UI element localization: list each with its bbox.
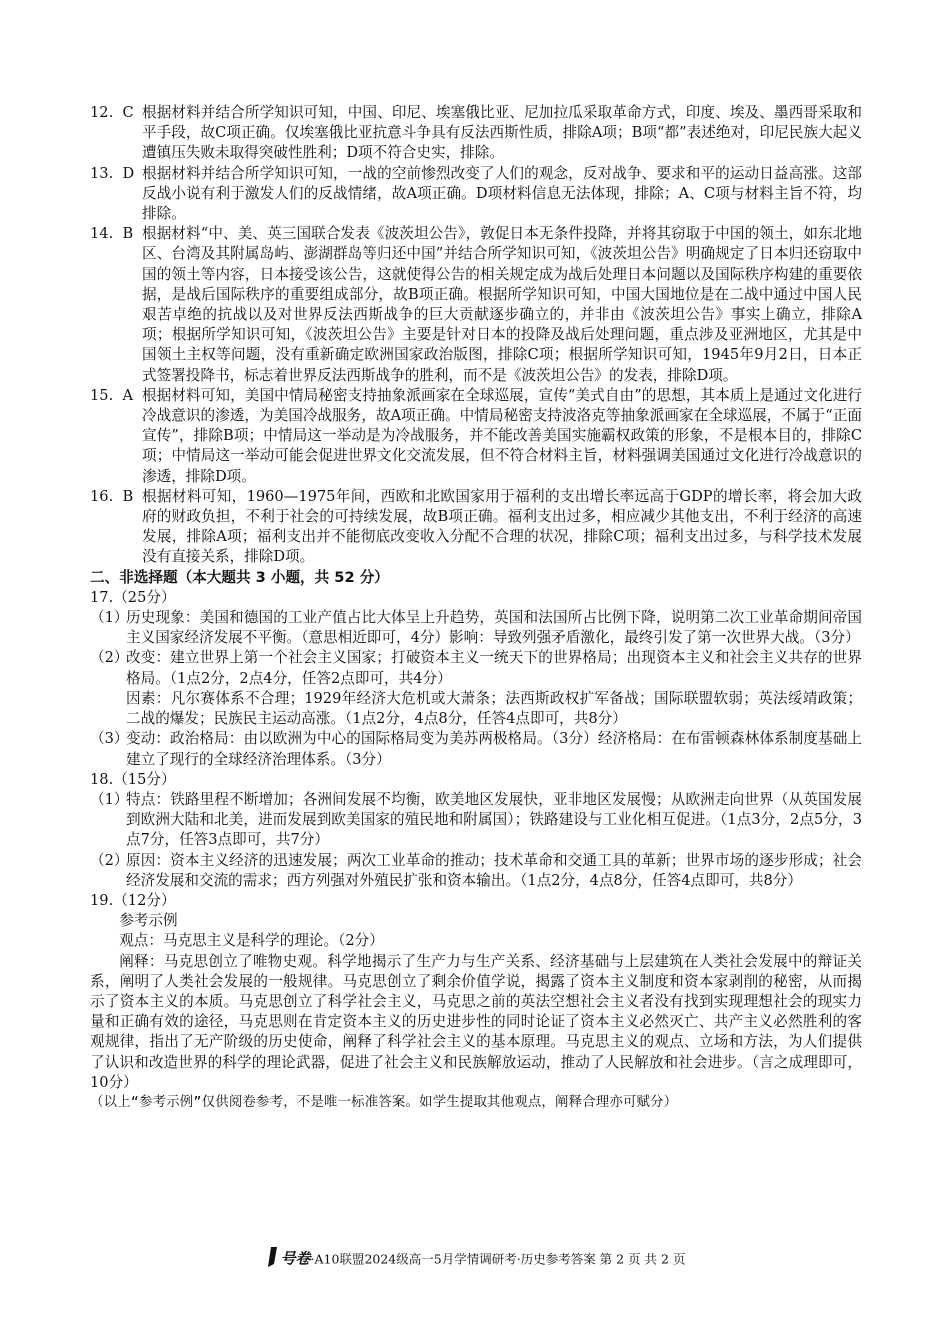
answer-explanation: 根据材料可知，美国中情局秘密支持抽象派画家在全球巡展，宣传“美式自由”的思想，其本质上是通过文化进行冷战意识的渗透，为美国冷战服务，故A项正确。中情局秘密支持波洛克等抽象派画家在全球巡展，不属于“正面宣传”，排除B项；中情局这一举动是为冷战服务，并不能改善美国实施霸权政策的形象，不是根本目的，排除C项；中情局这一举动可能会促进世界文化交流发展，但不符合材料主旨，材料强调美国通过文化进行冷战意识的渗透，排除D项。 [142,386,862,485]
answer-12 [90,103,862,164]
q19-grading-note: （以上“参考示例”仅供阅卷参考，不是唯一标准答案。如学生提取其他观点，阐释合理亦可赋分） [90,1094,678,1110]
q19-heading: 19.（12分） [90,891,176,909]
answer-16 [90,487,862,568]
part-text: 原因：资本主义经济的迅速发展；两次工业革命的推动；技术革命和交通工具的革新；世界市场的逐步形成；社会经济发展和交流的需求；西方列强对外殖民扩张和资本输出。（1点2分，4点8分，任答4点即可，共8分） [126,851,862,889]
answer-explanation: 根据材料并结合所学知识可知，中国、印尼、埃塞俄比亚、尼加拉瓜采取革命方式，印度、埃及、墨西哥采取和平手段，故C项正确。仅埃塞俄比亚抗意斗争具有反法西斯性质，排除A项；B项“都”表述绝对，印尼民族大起义遭镇压失败未取得突破性胜利；D项不符合史实，排除。 [142,104,862,162]
brand-logo [265,1246,279,1274]
answer-explanation: 根据材料并结合所学知识可知，一战的空前惨烈改变了人们的观念，反对战争、要求和平的运动日益高涨。这部反战小说有利于激发人们的反战情绪，故A项正确。D项材料信息无法体现，排除；A、C项与材料主旨不符，均排除。 [142,164,862,223]
part-number: （2） [90,851,129,869]
answer-explanation: 根据材料可知，1960—1975年间，西欧和北欧国家用于福利的支出增长率远高于GDP的增长率，将会加大政府的财政负担，不利于社会的可持续发展，故B项正确。福利支出过多，相应减少其他支出，不利于经济的高速发展，排除A项；福利支出并不能彻底改变收入分配不合理的状况，排除C项；福利支出过多，与科学技术发展没有直接关系，排除D项。 [142,487,862,566]
section-title: 二、非选择题（本大题共 3 小题，共 52 分） [90,568,389,586]
logo-mark-icon [265,1246,279,1268]
answer-15 [90,386,862,487]
q19-example-label: 参考示例 [119,912,178,930]
q17-part-3 [90,729,862,769]
part-text: 变动：政治格局：由以欧洲为中心的国际格局变为美苏两极格局。（3分）经济格局：在布雷顿森林体系制度基础上建立了现行的全球经济治理体系。（3分） [126,730,862,768]
q17-part-1 [90,608,862,648]
answer-explanation: 根据材料“中、美、英三国联合发表《波茨坦公告》，敦促日本无条件投降，并将其窃取于中国的领土，如东北地区、台湾及其附属岛屿、澎湖群岛等归还中国”并结合所学知识可知，《波茨坦公告》明确规定了日本归还窃取中国的领土等内容，日本接受该公告，这就使得公告的相关规定成为战后处理日本问题以及国际秩序构建的重要依据，是战后国际秩序的重要组成部分，故B项正确。根据所学知识可知，中国大国地位是在二战中通过中国人民艰苦卓绝的抗战以及对世界反法西斯战争的巨大贡献逐步确立的，并非由《波茨坦公告》事实上确立，排除A项；根据所学知识可知，《波茨坦公告》主要是针对日本的投降及战后处理问题，重点涉及亚洲地区，尤其是中国领土主权等问题，没有重新确定欧洲国家政治版图，排除C项；根据所学知识可知，1945年9月2日，日本正式签署投降书，标志着世界反法西斯战争的胜利，而不是《波茨坦公告》的发表，排除D项。 [142,225,862,384]
part-number: （1） [90,790,129,808]
part-number: （1） [90,609,129,627]
q17-part-2-factors [90,689,862,729]
q19-viewpoint: 观点：马克思主义是科学的理论。（2分） [119,932,384,950]
logo-text: 号卷 [280,1249,311,1268]
footer-text: ·A10联盟2024级高一5月学情调研考·历史参考答案 第 2 页 共 2 页 [310,1251,686,1267]
answer-number: 15. A [90,386,134,404]
part-number: （3） [90,730,129,748]
part-text: 历史现象：美国和德国的工业产值占比大体呈上升趋势，英国和法国所占比例下降，说明第二次工业革命期间帝国主义国家经济发展不平衡。（意思相近即可，4分）影响：导致列强矛盾激化，最终引发了第一次世界大战。（3分） [126,609,862,647]
answer-number: 16. B [90,487,134,505]
part-text: 因素：凡尔赛体系不合理；1929年经济大危机或大萧条；法西斯政权扩军备战；国际联盟软弱；英法绥靖政策；二战的爆发；民族民主运动高涨。（1点2分，4点8分，任答4点即可，共8分） [126,689,862,728]
part-text: 特点：铁路里程不断增加；各洲间发展不均衡，欧美地区发展快，亚非地区发展慢；从欧洲走向世界（从英国发展到欧洲大陆和北美，进而发展到欧美国家的殖民地和附属国）；铁路建设与工业化相互促进。（1点3分，2点5分，3点7分，任答3点即可，共7分） [126,790,862,849]
q19-explanation: 阐释：马克思创立了唯物史观。科学地揭示了生产力与生产关系、经济基础与上层建筑在人类社会发展中的辩证关系，阐明了人类社会发展的一般规律。马克思创立了剩余价值学说，揭露了资本主义制度和资本家剥削的秘密，从而揭示了资本主义的本质。马克思创立了科学社会主义，马克思之前的英法空想社会主义者没有找到实现理想社会的现实力量和正确有效的途径，马克思则在肯定资本主义的历史进步性的同时论证了资本主义必然灭亡、共产主义必然胜利的客观规律，指出了无产阶级的历史使命，阐释了科学社会主义的基本原理。马克思主义的观点、立场和方法，为人们提供了认识和改造世界的科学的理论武器，促进了社会主义和民族解放运动，推动了人民解放和社会进步。（言之成理即可，10分） [90,952,862,1091]
q18-heading: 18.（15分） [90,770,176,788]
part-text: 改变：建立世界上第一个社会主义国家；打破资本主义一统天下的世界格局；出现资本主义和社会主义共存的世界格局。（1点2分，2点4分，任答2点即可，共4分） [126,649,862,687]
q17-part-2 [90,648,862,688]
q17-heading: 17.（25分） [90,588,176,606]
answer-number: 13. D [90,164,135,182]
answer-13 [90,164,862,225]
answer-number: 14. B [90,225,134,243]
answer-14 [90,224,862,386]
answer-number: 12. C [90,104,134,121]
part-number: （2） [90,649,129,667]
page-footer [0,1246,950,1274]
page-content [90,103,862,1113]
q18-part-2 [90,851,862,891]
q18-part-1 [90,790,862,851]
